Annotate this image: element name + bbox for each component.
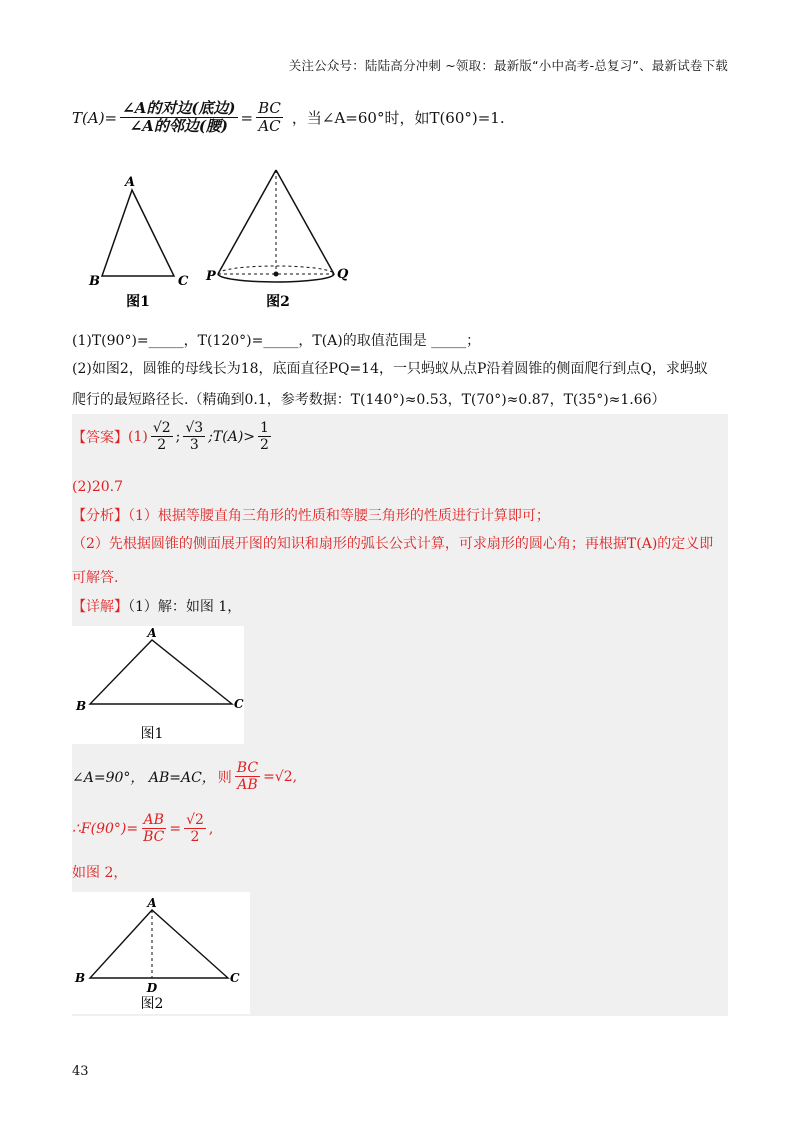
detail-step1-val: =√2, (263, 768, 298, 785)
answer-f2-num: √3 (185, 420, 204, 436)
cone-figure-2 (205, 170, 349, 310)
detail-step2-vnum: √2 (186, 812, 204, 828)
detail-step-1 (72, 760, 297, 793)
answer-f1-den: 2 (157, 437, 167, 454)
fig1-caption: 图1 (126, 294, 150, 310)
answer-f1-num: √2 (152, 420, 171, 436)
page-number: 43 (72, 1064, 89, 1079)
answer-line-1 (72, 420, 274, 453)
detail-step2-vden: 2 (190, 829, 200, 846)
detail-step1-num: BC (236, 760, 259, 776)
definition-formula (72, 100, 505, 136)
detail-step2-den: BC (143, 829, 165, 846)
definition-tail: ，当∠A=60°时，如T(60°)=1. (291, 109, 505, 128)
detail-fig1-B: B (76, 699, 87, 713)
answer-fraction-2 (183, 420, 205, 453)
detail-text-1: （1）解：如图 1， (128, 599, 242, 615)
analysis-line-3: 可解答. (72, 570, 119, 586)
detail-fig2-D: D (146, 981, 158, 995)
page-header: 关注公众号：陆陆高分冲刺 ~领取：最新版“小中高考-总复习”、最新试卷下载 (288, 58, 728, 73)
fig1-label-A: A (124, 175, 136, 190)
detail-fig2-B: B (75, 971, 86, 985)
definition-fraction2 (256, 100, 283, 136)
detail-figure-2 (72, 892, 250, 1014)
analysis-line-2: （2）先根据圆锥的侧面展开图的知识和扇形的弧长公式计算，可求扇形的圆心角；再根据T(A)的定义即 (72, 536, 714, 552)
definition-fraction2-num: BC (258, 99, 281, 117)
detail-tag: 【详解】 (72, 599, 128, 615)
detail-fig1-C: C (234, 697, 244, 711)
detail-figure-2-box (72, 892, 250, 1014)
detail-step2-value (184, 812, 206, 845)
detail-fig2-C: C (230, 971, 240, 985)
detail-step1-pre: ∠A=90°， AB=AC， (72, 769, 216, 786)
answer-tag: 【答案】 (72, 429, 128, 446)
top-figures (72, 168, 372, 316)
triangle-figure-1 (88, 175, 189, 310)
detail-step1-then: 则 (217, 769, 232, 786)
answer-sep-1: ; (175, 428, 181, 445)
answer-fraction-1 (151, 420, 173, 453)
detail-step1-fraction (235, 760, 260, 793)
analysis-tag: 【分析】 (72, 508, 128, 524)
detail-figure-1 (72, 626, 244, 744)
fig2-label-Q: Q (337, 267, 349, 282)
detail-step2-tail: , (208, 820, 214, 837)
detail-step2-eq: = (169, 820, 182, 837)
detail-figure-1-box (72, 626, 244, 744)
analysis-text-1: （1）根据等腰直角三角形的性质和等腰三角形的性质进行计算即可； (128, 508, 550, 524)
detail-line-fig2: 如图 2， (72, 865, 128, 881)
detail-step2-num: AB (143, 812, 164, 828)
detail-line-1 (72, 596, 241, 616)
definition-eq: = (240, 108, 254, 127)
detail-fig2-caption: 图2 (140, 996, 164, 1012)
answer-sep-2: ;T(A)> (208, 428, 256, 445)
definition-fraction-num: ∠A的对边(底边) (122, 99, 236, 117)
detail-step2-fraction (141, 812, 166, 845)
answer-line-2: (2)20.7 (72, 479, 124, 495)
definition-fraction2-den: AC (258, 117, 281, 136)
fig2-caption: 图2 (266, 294, 290, 310)
answer-f2-den: 3 (189, 437, 199, 454)
fig1-label-C: C (178, 274, 189, 289)
answer-fraction-3 (258, 420, 271, 453)
detail-step-2 (72, 812, 213, 845)
definition-fraction (120, 100, 237, 136)
detail-fig2-A: A (147, 896, 157, 910)
detail-step2-pre: ∴F(90°)= (72, 820, 139, 837)
detail-fig1-caption: 图1 (140, 726, 164, 742)
question-2-line2: 爬行的最短路径长.（精确到0.1，参考数据：T(140°)≈0.53，T(70°)≈0.87，T(35°)≈1.66） (72, 392, 666, 408)
answer-f3-den: 2 (260, 437, 269, 454)
definition-lhs: T(A)= (72, 108, 118, 127)
question-1: (1)T(90°)=_____，T(120°)=_____，T(A)的取值范围是 _____； (72, 333, 481, 349)
fig2-label-P: P (206, 269, 216, 284)
question-2-line1: (2)如图2，圆锥的母线长为18，底面直径PQ=14，一只蚂蚁从点P沿着圆锥的侧面爬行到点Q，求蚂蚁 (72, 361, 708, 377)
analysis-line-1 (72, 505, 550, 525)
fig1-label-B: B (89, 274, 100, 289)
definition-fraction-den: ∠A的邻边(腰) (129, 117, 229, 136)
detail-step1-den: AB (237, 777, 258, 794)
answer-prefix: (1) (128, 428, 148, 445)
answer-f3-num: 1 (260, 420, 269, 436)
detail-fig1-A: A (147, 626, 157, 640)
